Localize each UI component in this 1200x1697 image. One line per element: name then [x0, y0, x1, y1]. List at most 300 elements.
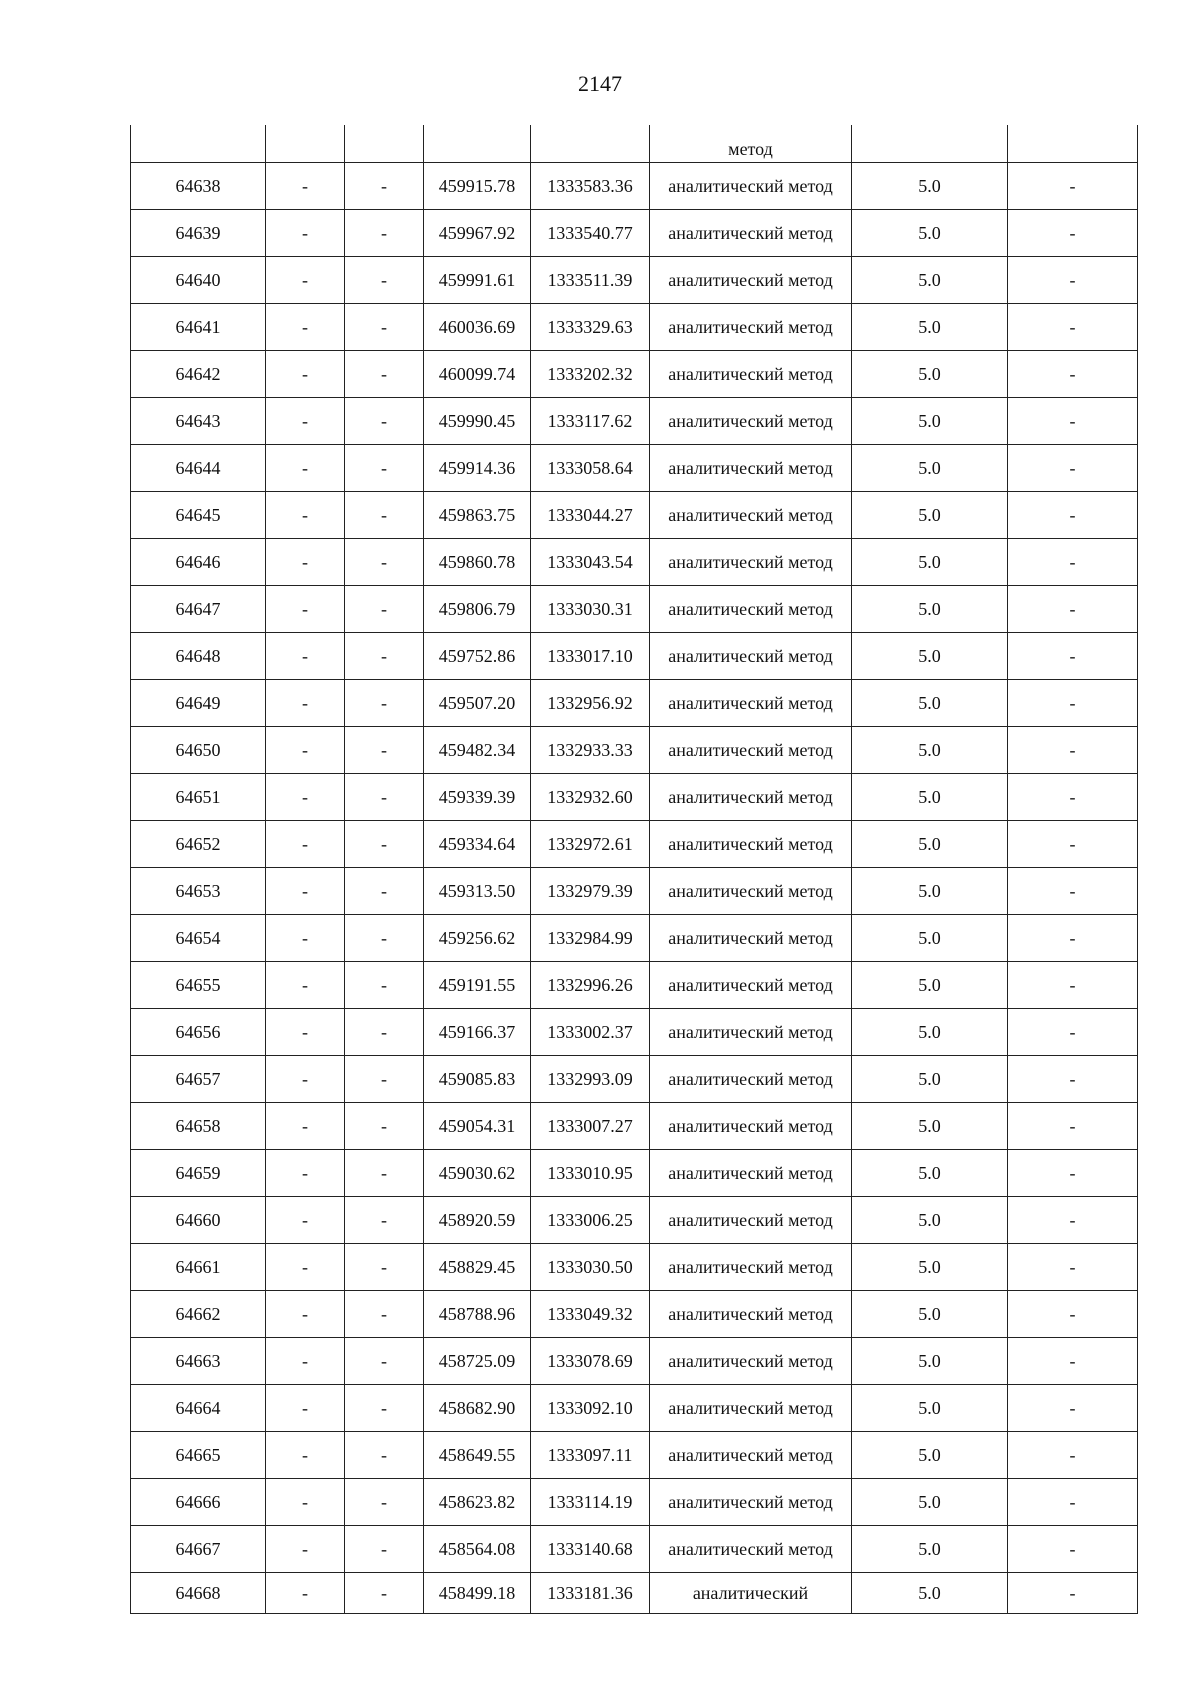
dash-cell: - [266, 915, 345, 962]
dash-cell: - [345, 539, 424, 586]
dash-cell: - [1008, 492, 1138, 539]
dash-cell: - [266, 633, 345, 680]
accuracy-cell: 5.0 [852, 1103, 1008, 1150]
dash-cell: - [1008, 868, 1138, 915]
y-coordinate-cell: 1332993.09 [531, 1056, 650, 1103]
table-row [131, 821, 1138, 868]
y-coordinate-cell: 1333140.68 [531, 1526, 650, 1573]
table-row [131, 868, 1138, 915]
dash-cell: - [1008, 445, 1138, 492]
dash-cell: - [345, 1103, 424, 1150]
method-cell [650, 1197, 852, 1244]
point-id-cell: 64645 [131, 492, 266, 539]
dash-cell: - [345, 1526, 424, 1573]
method-text: аналитический метод [668, 787, 833, 807]
dash-cell: - [345, 257, 424, 304]
method-cell [650, 821, 852, 868]
dash-cell: - [1008, 586, 1138, 633]
method-cell [650, 1103, 852, 1150]
table-row [131, 915, 1138, 962]
accuracy-cell: 5.0 [852, 1432, 1008, 1479]
dash-cell: - [1008, 539, 1138, 586]
point-id-cell: 64651 [131, 774, 266, 821]
table-row [131, 492, 1138, 539]
accuracy-cell: 5.0 [852, 1291, 1008, 1338]
table-row [131, 1573, 1138, 1614]
accuracy-cell: 5.0 [852, 1338, 1008, 1385]
point-id-cell: 64657 [131, 1056, 266, 1103]
coordinates-table [130, 125, 1138, 1614]
point-id-cell: 64647 [131, 586, 266, 633]
dash-cell: - [1008, 1385, 1138, 1432]
table-row [131, 1432, 1138, 1479]
accuracy-cell: 5.0 [852, 868, 1008, 915]
x-coordinate-cell: 458725.09 [424, 1338, 531, 1385]
point-id-cell: 64638 [131, 163, 266, 210]
table-row [131, 1103, 1138, 1150]
point-id-cell: 64662 [131, 1291, 266, 1338]
dash-cell: - [1008, 1573, 1138, 1614]
dash-cell: - [1008, 1432, 1138, 1479]
dash-cell: - [266, 1009, 345, 1056]
y-coordinate-cell: 1333010.95 [531, 1150, 650, 1197]
y-coordinate-cell: 1333030.50 [531, 1244, 650, 1291]
dash-cell: - [266, 1291, 345, 1338]
point-id-cell: 64668 [131, 1573, 266, 1614]
accuracy-cell: 5.0 [852, 1009, 1008, 1056]
method-text: аналитический метод [668, 1492, 833, 1512]
dash-cell: - [266, 962, 345, 1009]
method-cell [650, 1244, 852, 1291]
accuracy-cell: 5.0 [852, 304, 1008, 351]
table-row [131, 1479, 1138, 1526]
method-text: аналитический метод [668, 1022, 833, 1042]
dash-cell: - [345, 398, 424, 445]
method-cell [650, 492, 852, 539]
table-cell [650, 125, 852, 163]
method-cell [650, 680, 852, 727]
table-cell [852, 125, 1008, 163]
method-cell [650, 1056, 852, 1103]
method-text: аналитический метод [668, 1116, 833, 1136]
method-cell [650, 539, 852, 586]
x-coordinate-cell: 460099.74 [424, 351, 531, 398]
dash-cell: - [345, 210, 424, 257]
dash-cell: - [1008, 1056, 1138, 1103]
method-cell [650, 351, 852, 398]
y-coordinate-cell: 1333049.32 [531, 1291, 650, 1338]
y-coordinate-cell: 1332956.92 [531, 680, 650, 727]
dash-cell: - [1008, 1526, 1138, 1573]
dash-cell: - [1008, 1291, 1138, 1338]
accuracy-cell: 5.0 [852, 1385, 1008, 1432]
table-cell [345, 125, 424, 163]
method-cell [650, 915, 852, 962]
method-text: аналитический метод [668, 975, 833, 995]
accuracy-cell: 5.0 [852, 1573, 1008, 1614]
accuracy-cell: 5.0 [852, 445, 1008, 492]
point-id-cell: 64644 [131, 445, 266, 492]
x-coordinate-cell: 458788.96 [424, 1291, 531, 1338]
accuracy-cell: 5.0 [852, 1197, 1008, 1244]
point-id-cell: 64641 [131, 304, 266, 351]
y-coordinate-cell: 1332979.39 [531, 868, 650, 915]
x-coordinate-cell: 458920.59 [424, 1197, 531, 1244]
point-id-cell: 64654 [131, 915, 266, 962]
point-id-cell: 64640 [131, 257, 266, 304]
x-coordinate-cell: 458623.82 [424, 1479, 531, 1526]
y-coordinate-cell: 1333007.27 [531, 1103, 650, 1150]
table-row [131, 163, 1138, 210]
point-id-cell: 64652 [131, 821, 266, 868]
method-text: аналитический [692, 1583, 809, 1603]
x-coordinate-cell: 459860.78 [424, 539, 531, 586]
accuracy-cell: 5.0 [852, 1056, 1008, 1103]
dash-cell: - [266, 1150, 345, 1197]
accuracy-cell: 5.0 [852, 680, 1008, 727]
dash-cell: - [1008, 1103, 1138, 1150]
x-coordinate-cell: 459915.78 [424, 163, 531, 210]
dash-cell: - [266, 257, 345, 304]
method-cell [650, 962, 852, 1009]
method-cell [650, 1150, 852, 1197]
dash-cell: - [1008, 1150, 1138, 1197]
y-coordinate-cell: 1333058.64 [531, 445, 650, 492]
dash-cell: - [1008, 1009, 1138, 1056]
accuracy-cell: 5.0 [852, 1244, 1008, 1291]
dash-cell: - [266, 774, 345, 821]
dash-cell: - [266, 868, 345, 915]
point-id-cell: 64646 [131, 539, 266, 586]
x-coordinate-cell: 459054.31 [424, 1103, 531, 1150]
table-cell [1008, 125, 1138, 163]
table-row [131, 1150, 1138, 1197]
dash-cell: - [266, 1056, 345, 1103]
dash-cell: - [266, 163, 345, 210]
y-coordinate-cell: 1332933.33 [531, 727, 650, 774]
point-id-cell: 64659 [131, 1150, 266, 1197]
method-text: аналитический метод [668, 740, 833, 760]
table-row [131, 1385, 1138, 1432]
y-coordinate-cell: 1333044.27 [531, 492, 650, 539]
table-cell [131, 125, 266, 163]
method-text: аналитический метод [668, 411, 833, 431]
x-coordinate-cell: 459085.83 [424, 1056, 531, 1103]
x-coordinate-cell: 459313.50 [424, 868, 531, 915]
y-coordinate-cell: 1332972.61 [531, 821, 650, 868]
x-coordinate-cell: 459030.62 [424, 1150, 531, 1197]
table-cell [531, 125, 650, 163]
method-cell [650, 1526, 852, 1573]
dash-cell: - [266, 1244, 345, 1291]
accuracy-cell: 5.0 [852, 351, 1008, 398]
dash-cell: - [1008, 1197, 1138, 1244]
y-coordinate-cell: 1333511.39 [531, 257, 650, 304]
method-cell [650, 586, 852, 633]
dash-cell: - [345, 1479, 424, 1526]
accuracy-cell: 5.0 [852, 774, 1008, 821]
point-id-cell: 64639 [131, 210, 266, 257]
dash-cell: - [266, 1526, 345, 1573]
method-text: аналитический метод [668, 599, 833, 619]
method-text: аналитический метод [668, 552, 833, 572]
dash-cell: - [345, 1432, 424, 1479]
x-coordinate-cell: 458682.90 [424, 1385, 531, 1432]
x-coordinate-cell: 458499.18 [424, 1573, 531, 1614]
dash-cell: - [345, 492, 424, 539]
dash-cell: - [266, 1479, 345, 1526]
method-text: аналитический метод [668, 1351, 833, 1371]
method-text: аналитический метод [668, 1163, 833, 1183]
x-coordinate-cell: 459334.64 [424, 821, 531, 868]
method-cell [650, 257, 852, 304]
point-id-cell: 64642 [131, 351, 266, 398]
x-coordinate-cell: 459191.55 [424, 962, 531, 1009]
x-coordinate-cell: 459256.62 [424, 915, 531, 962]
y-coordinate-cell: 1333006.25 [531, 1197, 650, 1244]
method-cell [650, 727, 852, 774]
dash-cell: - [266, 1338, 345, 1385]
accuracy-cell: 5.0 [852, 210, 1008, 257]
table-row [131, 633, 1138, 680]
dash-cell: - [1008, 1479, 1138, 1526]
accuracy-cell: 5.0 [852, 962, 1008, 1009]
dash-cell: - [345, 1291, 424, 1338]
table-row [131, 680, 1138, 727]
method-text: аналитический метод [668, 364, 833, 384]
dash-cell: - [1008, 962, 1138, 1009]
y-coordinate-cell: 1333114.19 [531, 1479, 650, 1526]
table-row [131, 445, 1138, 492]
point-id-cell: 64649 [131, 680, 266, 727]
accuracy-cell: 5.0 [852, 257, 1008, 304]
method-text: аналитический метод [668, 1304, 833, 1324]
accuracy-cell: 5.0 [852, 633, 1008, 680]
method-cell [650, 1291, 852, 1338]
dash-cell: - [266, 539, 345, 586]
table-row [131, 257, 1138, 304]
point-id-cell: 64650 [131, 727, 266, 774]
method-text: аналитический метод [668, 834, 833, 854]
method-cell [650, 210, 852, 257]
dash-cell: - [345, 1385, 424, 1432]
dash-cell: - [266, 1103, 345, 1150]
y-coordinate-cell: 1333043.54 [531, 539, 650, 586]
x-coordinate-cell: 459339.39 [424, 774, 531, 821]
method-cell [650, 445, 852, 492]
dash-cell: - [266, 351, 345, 398]
y-coordinate-cell: 1333540.77 [531, 210, 650, 257]
dash-cell: - [345, 163, 424, 210]
table-row [131, 210, 1138, 257]
point-id-cell: 64666 [131, 1479, 266, 1526]
table-row [131, 1056, 1138, 1103]
table-row [131, 586, 1138, 633]
method-text: аналитический метод [668, 223, 833, 243]
method-text: аналитический метод [668, 1539, 833, 1559]
dash-cell: - [1008, 163, 1138, 210]
dash-cell: - [266, 1432, 345, 1479]
accuracy-cell: 5.0 [852, 1479, 1008, 1526]
accuracy-cell: 5.0 [852, 539, 1008, 586]
dash-cell: - [345, 1197, 424, 1244]
dash-cell: - [345, 351, 424, 398]
accuracy-cell: 5.0 [852, 1150, 1008, 1197]
dash-cell: - [266, 727, 345, 774]
method-text: аналитический метод [668, 881, 833, 901]
method-cell [650, 774, 852, 821]
dash-cell: - [345, 445, 424, 492]
accuracy-cell: 5.0 [852, 398, 1008, 445]
table-row [131, 774, 1138, 821]
y-coordinate-cell: 1333092.10 [531, 1385, 650, 1432]
dash-cell: - [1008, 680, 1138, 727]
point-id-cell: 64667 [131, 1526, 266, 1573]
method-cell [650, 304, 852, 351]
table-cell [266, 125, 345, 163]
dash-cell: - [1008, 821, 1138, 868]
dash-cell: - [266, 1385, 345, 1432]
dash-cell: - [1008, 1338, 1138, 1385]
table-row [131, 351, 1138, 398]
dash-cell: - [1008, 257, 1138, 304]
method-cell [650, 1009, 852, 1056]
y-coordinate-cell: 1333117.62 [531, 398, 650, 445]
dash-cell: - [266, 680, 345, 727]
method-text: аналитический метод [668, 458, 833, 478]
method-text: аналитический метод [668, 928, 833, 948]
continuation-row [131, 125, 1138, 163]
accuracy-cell: 5.0 [852, 1526, 1008, 1573]
table-row [131, 1009, 1138, 1056]
method-text: аналитический метод [668, 176, 833, 196]
point-id-cell: 64665 [131, 1432, 266, 1479]
dash-cell: - [345, 1244, 424, 1291]
dash-cell: - [266, 586, 345, 633]
accuracy-cell: 5.0 [852, 821, 1008, 868]
method-text: аналитический метод [668, 693, 833, 713]
dash-cell: - [345, 1056, 424, 1103]
table-cell [424, 125, 531, 163]
dash-cell: - [1008, 1244, 1138, 1291]
method-cell [650, 398, 852, 445]
dash-cell: - [345, 586, 424, 633]
dash-cell: - [1008, 633, 1138, 680]
x-coordinate-cell: 459914.36 [424, 445, 531, 492]
point-id-cell: 64643 [131, 398, 266, 445]
table-row [131, 1338, 1138, 1385]
method-text: аналитический метод [668, 270, 833, 290]
dash-cell: - [266, 1573, 345, 1614]
accuracy-cell: 5.0 [852, 492, 1008, 539]
dash-cell: - [1008, 727, 1138, 774]
point-id-cell: 64658 [131, 1103, 266, 1150]
y-coordinate-cell: 1332932.60 [531, 774, 650, 821]
dash-cell: - [345, 1338, 424, 1385]
method-cell [650, 1573, 852, 1614]
x-coordinate-cell: 459166.37 [424, 1009, 531, 1056]
point-id-cell: 64648 [131, 633, 266, 680]
x-coordinate-cell: 459482.34 [424, 727, 531, 774]
dash-cell: - [345, 915, 424, 962]
dash-cell: - [345, 633, 424, 680]
x-coordinate-cell: 459806.79 [424, 586, 531, 633]
dash-cell: - [1008, 774, 1138, 821]
continuation-method-text: метод [728, 139, 773, 159]
table-row [131, 539, 1138, 586]
method-text: аналитический метод [668, 1210, 833, 1230]
method-text: аналитический метод [668, 1257, 833, 1277]
point-id-cell: 64660 [131, 1197, 266, 1244]
point-id-cell: 64663 [131, 1338, 266, 1385]
method-cell [650, 1479, 852, 1526]
accuracy-cell: 5.0 [852, 727, 1008, 774]
method-cell [650, 1338, 852, 1385]
page-number: 2147 [578, 71, 622, 96]
dash-cell: - [266, 1197, 345, 1244]
table-row [131, 727, 1138, 774]
y-coordinate-cell: 1333097.11 [531, 1432, 650, 1479]
y-coordinate-cell: 1333202.32 [531, 351, 650, 398]
y-coordinate-cell: 1333017.10 [531, 633, 650, 680]
dash-cell: - [266, 445, 345, 492]
x-coordinate-cell: 458649.55 [424, 1432, 531, 1479]
dash-cell: - [345, 868, 424, 915]
method-text: аналитический метод [668, 1398, 833, 1418]
x-coordinate-cell: 460036.69 [424, 304, 531, 351]
point-id-cell: 64664 [131, 1385, 266, 1432]
y-coordinate-cell: 1333583.36 [531, 163, 650, 210]
dash-cell: - [266, 492, 345, 539]
table-body [131, 125, 1138, 1614]
point-id-cell: 64653 [131, 868, 266, 915]
y-coordinate-cell: 1332984.99 [531, 915, 650, 962]
dash-cell: - [266, 210, 345, 257]
y-coordinate-cell: 1333002.37 [531, 1009, 650, 1056]
dash-cell: - [345, 1009, 424, 1056]
y-coordinate-cell: 1333329.63 [531, 304, 650, 351]
dash-cell: - [345, 962, 424, 1009]
dash-cell: - [266, 304, 345, 351]
dash-cell: - [1008, 210, 1138, 257]
dash-cell: - [345, 1573, 424, 1614]
x-coordinate-cell: 458829.45 [424, 1244, 531, 1291]
x-coordinate-cell: 459990.45 [424, 398, 531, 445]
dash-cell: - [1008, 351, 1138, 398]
accuracy-cell: 5.0 [852, 586, 1008, 633]
dash-cell: - [345, 1150, 424, 1197]
x-coordinate-cell: 459752.86 [424, 633, 531, 680]
method-cell [650, 633, 852, 680]
table-row [131, 1291, 1138, 1338]
table-row [131, 962, 1138, 1009]
point-id-cell: 64661 [131, 1244, 266, 1291]
dash-cell: - [266, 821, 345, 868]
x-coordinate-cell: 459863.75 [424, 492, 531, 539]
accuracy-cell: 5.0 [852, 915, 1008, 962]
table-row [131, 1244, 1138, 1291]
accuracy-cell: 5.0 [852, 163, 1008, 210]
method-cell [650, 163, 852, 210]
y-coordinate-cell: 1332996.26 [531, 962, 650, 1009]
table-row [131, 398, 1138, 445]
dash-cell: - [345, 304, 424, 351]
method-text: аналитический метод [668, 317, 833, 337]
dash-cell: - [345, 680, 424, 727]
method-cell [650, 868, 852, 915]
x-coordinate-cell: 459507.20 [424, 680, 531, 727]
method-text: аналитический метод [668, 646, 833, 666]
